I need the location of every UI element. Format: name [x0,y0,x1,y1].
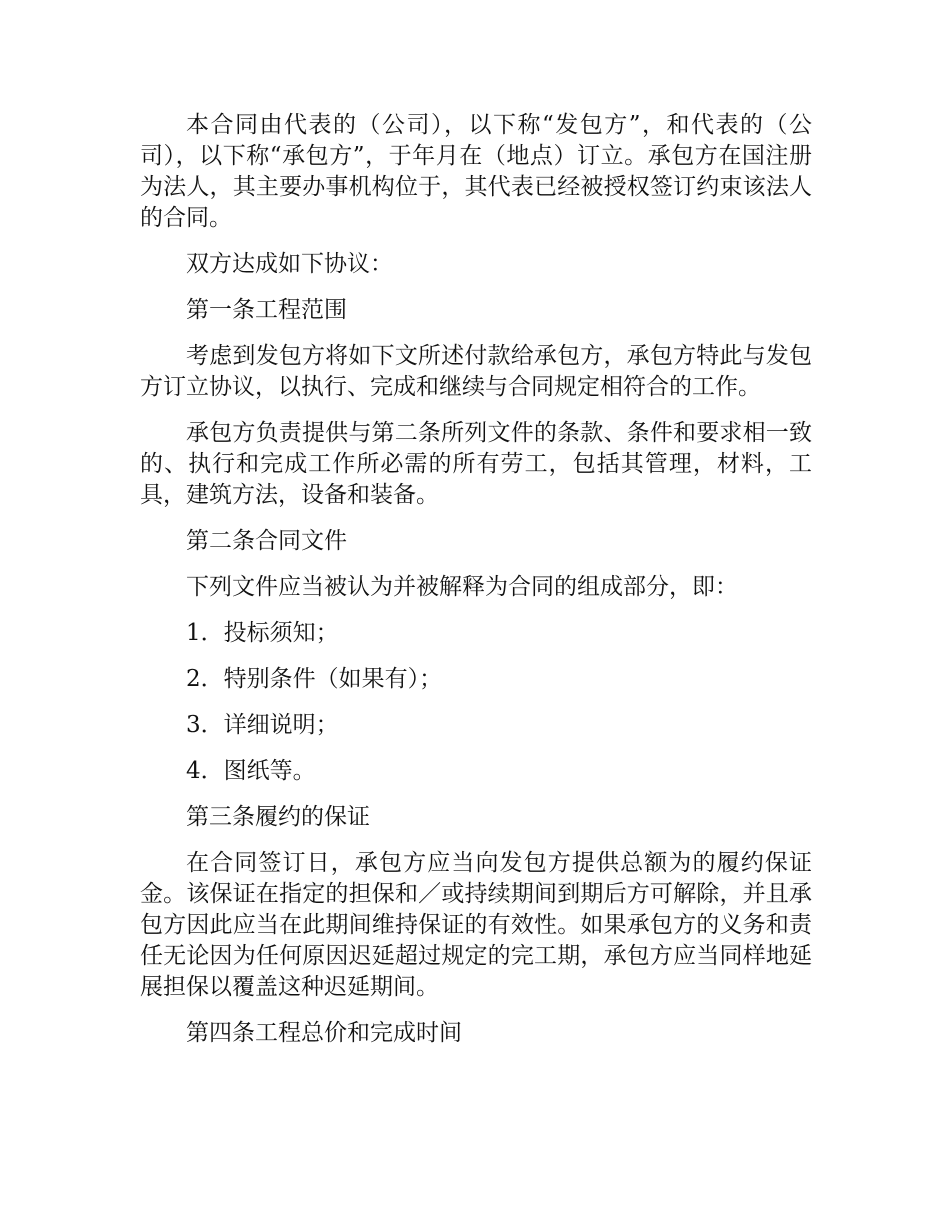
article-4-heading: 第四条工程总价和完成时间 [186,1020,462,1046]
article-3-paragraph: 在合同签订日，承包方应当向发包方提供总额为的履约保证金。该保证在指定的担保和／或持续期间到期后方可解除，并且承包方因此应当在此期间维持保证的有效性。如果承包方的义务和责任无论因为任何原因迟延超过规定的完工期，承包方应当同样地延展担保以覆盖这种迟延期间。 [140,850,812,1000]
article-2-paragraph: 下列文件应当被认为并被解释为合同的组成部分，即： [186,574,738,600]
list-item: 4．图纸等。 [186,758,316,784]
article-3-heading: 第三条履约的保证 [186,804,370,830]
contract-body [140,110,812,1064]
list-item: 3．详细说明； [186,712,339,738]
list-item: 1．投标须知； [186,620,339,646]
article-1-paragraph-2: 承包方负责提供与第二条所列文件的条款、条件和要求相一致的、执行和完成工作所必需的所有劳工，包括其管理，材料，工具，建筑方法，设备和装备。 [140,420,812,508]
article-1-paragraph-1: 考虑到发包方将如下文所述付款给承包方，承包方特此与发包方订立协议，以执行、完成和继续与合同规定相符合的工作。 [140,343,812,400]
article-1-heading: 第一条工程范围 [186,297,347,323]
intro-paragraph: 本合同由代表的（公司），以下称“发包方”，和代表的（公司），以下称“承包方”，于年月在（地点）订立。承包方在国注册为法人，其主要办事机构位于，其代表已经被授权签订约束该法人的合同。 [140,112,812,231]
agreement-statement: 双方达成如下协议： [186,251,393,277]
article-2-heading: 第二条合同文件 [186,528,347,554]
list-item: 2．特别条件（如果有）； [186,666,443,692]
